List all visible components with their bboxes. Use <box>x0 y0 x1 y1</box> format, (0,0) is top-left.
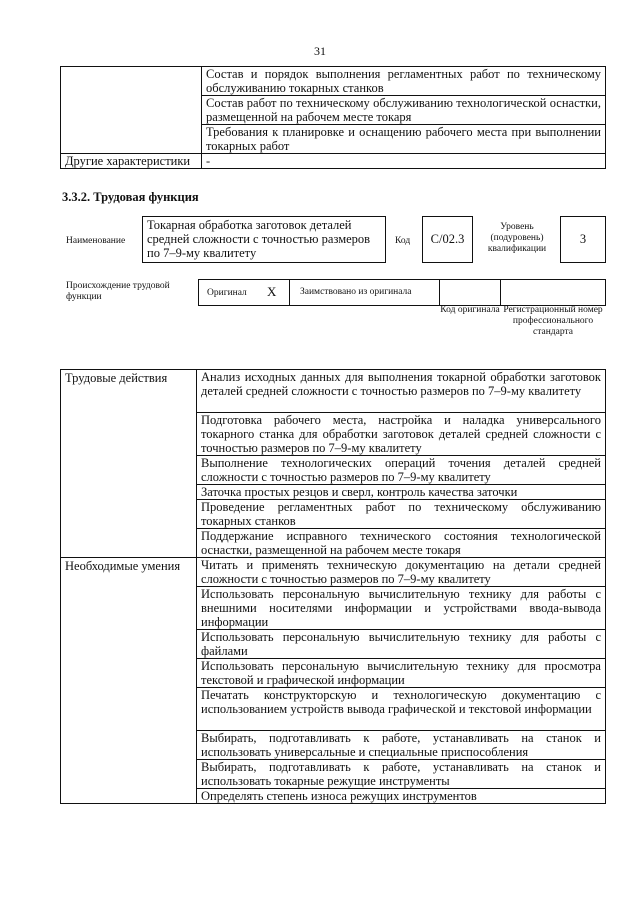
row-text: Состав и порядок выполнения регламентных работ по техническому обслуживанию токарных станков <box>202 67 606 96</box>
labor-action-item: Заточка простых резцов и сверл, контроль качества заточки <box>197 485 606 500</box>
labor-action-item: Анализ исходных данных для выполнения токарной обработки заготовок деталей средней сложности с точностью размеров по 7–9-му квалитету <box>197 370 606 413</box>
reg-number-box <box>500 279 606 306</box>
row-label: Другие характеристики <box>61 154 202 169</box>
labor-action-item: Выполнение технологических операций точения деталей средней сложности с точностью размеров по 7–9-му квалитету <box>197 456 606 485</box>
level-label: Уровень (подуровень) квалификации <box>487 222 547 254</box>
skill-item: Определять степень износа режущих инструментов <box>197 789 606 804</box>
labor-action-item: Проведение регламентных работ по техническому обслуживанию токарных станков <box>197 500 606 529</box>
row-text: Состав работ по техническому обслуживанию технологической оснастки, размещенной на рабочем месте токаря <box>202 96 606 125</box>
skill-item: Использовать персональную вычислительную технику для просмотра текстовой и графической информации <box>197 659 606 688</box>
skill-item: Выбирать, подготавливать к работе, устанавливать на станок и использовать универсальные и специальные приспособления <box>197 731 606 760</box>
row-label <box>61 67 202 154</box>
reg-number-caption: Регистрационный номер профессионального стандарта <box>503 305 603 337</box>
code-label: Код <box>395 236 411 246</box>
top-characteristics-table <box>60 66 606 169</box>
table-row <box>61 558 606 587</box>
group-label-required-skills: Необходимые умения <box>61 558 197 804</box>
origin-code-box <box>439 279 501 306</box>
table-row <box>61 67 606 96</box>
name-label: Наименование <box>66 236 126 246</box>
code-value: С/02.3 <box>430 232 465 246</box>
original-box <box>198 279 290 306</box>
page-number: 31 <box>314 44 326 58</box>
table-row <box>61 370 606 413</box>
skill-item: Использовать персональную вычислительную технику для работы с файлами <box>197 630 606 659</box>
row-text: - <box>202 154 606 169</box>
function-name-box <box>142 216 386 263</box>
level-box <box>560 216 606 263</box>
function-name: Токарная обработка заготовок деталей средней сложности с точностью размеров по 7–9-му квалитету <box>147 218 371 260</box>
labor-action-item: Поддержание исправного технического состояния технологической оснастки, размещенной на рабочем месте токаря <box>197 529 606 558</box>
code-box <box>422 216 473 263</box>
labor-action-item: Подготовка рабочего места, настройка и наладка универсального токарного станка для обработки заготовок деталей средней сложности с точностью размеров по 7–9-му квалитету <box>197 413 606 456</box>
section-title: 3.3.2. Трудовая функция <box>62 190 199 204</box>
skill-item: Читать и применять техническую документацию на детали средней сложности с точностью размеров по 7–9-му квалитету <box>197 558 606 587</box>
row-text: Требования к планировке и оснащению рабочего места при выполнении токарных работ <box>202 125 606 154</box>
borrowed-label: Заимствовано из оригинала <box>300 287 412 297</box>
skill-item: Выбирать, подготавливать к работе, устанавливать на станок и использовать токарные режущие инструменты <box>197 760 606 789</box>
labor-function-table <box>60 369 606 804</box>
original-mark: X <box>267 284 277 299</box>
origin-label: Происхождение трудовой функции <box>66 281 170 302</box>
table-row <box>61 154 606 169</box>
original-label: Оригинал <box>207 288 247 298</box>
level-value: 3 <box>579 232 587 246</box>
skill-item: Использовать персональную вычислительную технику для работы с внешними носителями информации и устройствами ввода-вывода информации <box>197 587 606 630</box>
borrowed-box <box>289 279 440 306</box>
skill-item: Печатать конструкторскую и технологическую документацию с использованием устройств вывода графической и текстовой информации <box>197 688 606 731</box>
group-label-labor-actions: Трудовые действия <box>61 370 197 558</box>
origin-code-caption: Код оригинала <box>440 305 500 315</box>
